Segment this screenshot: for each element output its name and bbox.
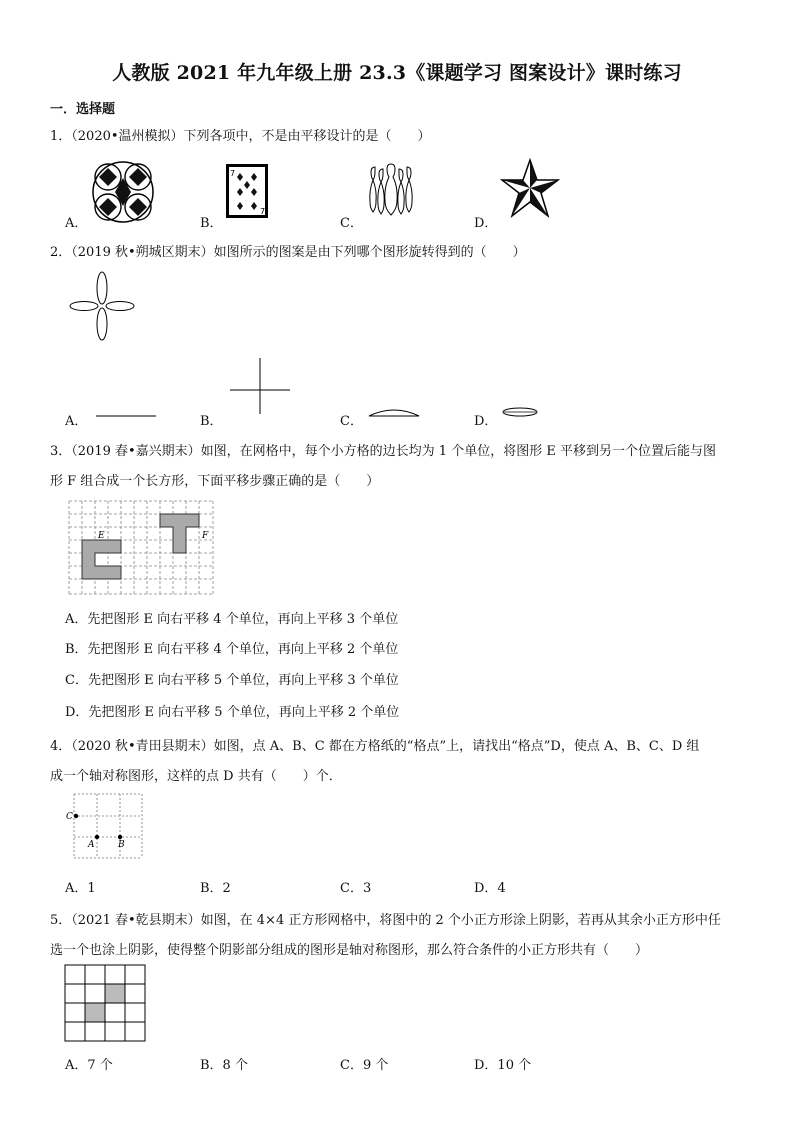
question-5-text (50, 906, 750, 966)
q4-grid-figure (64, 792, 146, 860)
q5-option-c[interactable]: C．9 个 (340, 1058, 389, 1073)
q3-option-b[interactable]: B．先把图形 E 向右平移 4 个单位，再向上平移 2 个单位 (65, 642, 399, 657)
q2-option-b[interactable]: B． (200, 414, 223, 429)
q1-option-b[interactable]: B． (200, 216, 223, 231)
q2-four-petal-pattern-image (70, 270, 134, 342)
question-4-text (50, 732, 750, 792)
q4-option-a[interactable]: A．1 (65, 881, 96, 896)
q5-option-d[interactable]: D．10 个 (474, 1058, 532, 1073)
q4-label-a: A (88, 840, 95, 850)
q3-option-c[interactable]: C．先把图形 E 向右平移 5 个单位，再向上平移 3 个单位 (65, 673, 399, 688)
q1-option-a[interactable]: A． (65, 216, 88, 231)
q4-option-d[interactable]: D．4 (474, 881, 506, 896)
q2-option-b-cross-image (230, 358, 292, 416)
q3-label-e: E (98, 531, 105, 541)
page-title: 人教版 2021 年九年级上册 23.3《课题学习 图案设计》课时练习 (112, 62, 682, 84)
q2-option-d[interactable]: D． (474, 414, 498, 429)
q2-option-a[interactable]: A． (65, 414, 88, 429)
q1-option-c[interactable]: C． (340, 216, 363, 231)
q1-option-d-star-image (500, 158, 560, 220)
q4-option-c[interactable]: C．3 (340, 881, 372, 896)
q1-option-a-pattern-image (88, 160, 158, 224)
q3-label-f: F (202, 531, 209, 541)
q1-option-c-bowling-pins-image (366, 163, 416, 219)
q4-option-b[interactable]: B．2 (200, 881, 231, 896)
question-3-line-2: 形 F 组合成一个长方形，下面平移步骤正确的是（ ） (50, 474, 380, 489)
q3-grid-figure (68, 500, 214, 596)
question-4-line-1: 4．（2020 秋•青田县期末）如图，点 A、B、C 都在方格纸的“格点”上，请找出“格点”D，使点 A、B、C、D 组 (50, 739, 700, 754)
q2-option-d-ellipse-image (501, 406, 539, 418)
q4-label-c: C (66, 812, 73, 822)
q5-option-b[interactable]: B．8 个 (200, 1058, 248, 1073)
q1-option-b-playing-card-image (226, 164, 268, 218)
question-5-line-2: 选一个也涂上阴影，使得整个阴影部分组成的图形是轴对称图形，那么符合条件的小正方形共有（ ） (50, 943, 649, 958)
question-1-text: 1．（2020•温州模拟）下列各项中，不是由平移设计的是（ ） (50, 129, 431, 144)
svg-text:7: 7 (230, 169, 236, 178)
q3-option-d[interactable]: D．先把图形 E 向右平移 5 个单位，再向上平移 2 个单位 (65, 705, 400, 720)
q2-option-c[interactable]: C． (340, 414, 363, 429)
question-4-line-2: 成一个轴对称图形，这样的点 D 共有（ ）个． (50, 769, 342, 784)
q4-label-b: B (118, 840, 125, 850)
svg-text:7: 7 (260, 207, 266, 216)
question-2-text: 2．（2019 秋•朔城区期末）如图所示的图案是由下列哪个图形旋转得到的（ ） (50, 245, 526, 260)
q5-option-a[interactable]: A．7 个 (65, 1058, 113, 1073)
q5-4x4-grid-figure (64, 964, 146, 1044)
question-5-line-1: 5．（2021 春•乾县期末）如图，在 4×4 正方形网格中，将图中的 2 个小正方形涂上阴影，若再从其余小正方形中任 (50, 913, 721, 928)
question-3-text (50, 437, 750, 497)
q2-option-c-half-ellipse-image (368, 406, 420, 418)
q1-option-d[interactable]: D． (474, 216, 498, 231)
q3-option-a[interactable]: A．先把图形 E 向右平移 4 个单位，再向上平移 3 个单位 (65, 612, 399, 627)
section-heading: 一．选择题 (50, 102, 116, 117)
q2-option-a-line-segment-image (96, 410, 158, 420)
question-3-line-1: 3．（2019 春•嘉兴期末）如图，在网格中，每个小方格的边长均为 1 个单位，将图形 E 平移到另一个位置后能与图 (50, 444, 716, 459)
